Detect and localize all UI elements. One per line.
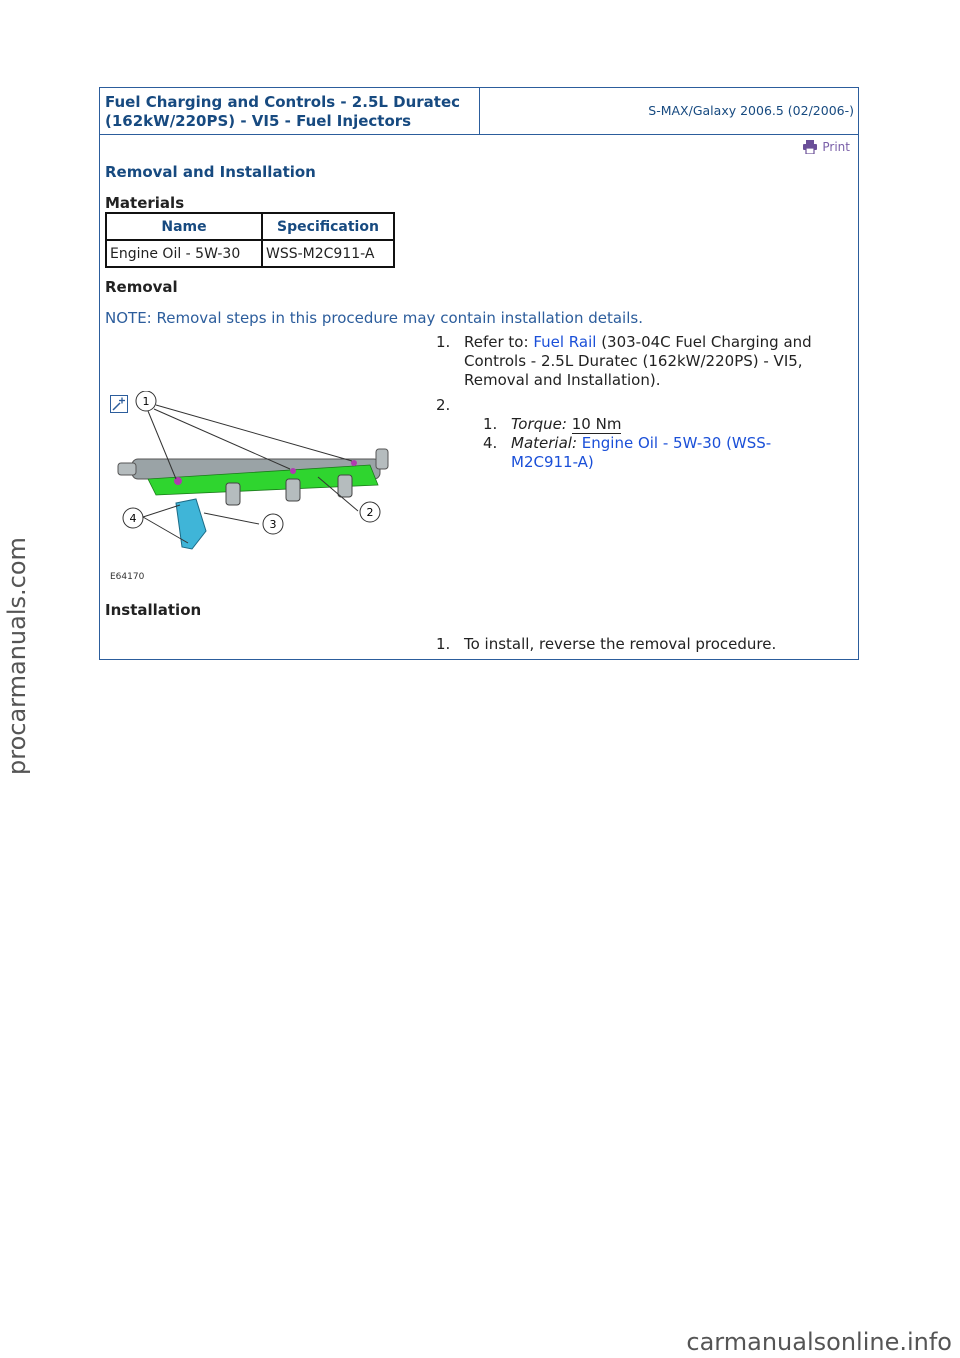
callout-3: 3 xyxy=(269,518,277,531)
engine-oil-link[interactable]: Engine Oil - 5W-30 (WSS-M2C911-A) xyxy=(511,434,772,471)
step-prefix: Refer to: xyxy=(464,333,534,351)
removal-note: NOTE: Removal steps in this procedure may contain installation details. xyxy=(105,309,643,327)
material-name-cell: Engine Oil - 5W-30 xyxy=(106,240,262,267)
fuel-rail-link[interactable]: Fuel Rail xyxy=(533,333,597,351)
print-label: Print xyxy=(822,140,850,154)
step-number: 1. xyxy=(436,333,451,351)
substep-text xyxy=(511,415,811,434)
materials-table xyxy=(105,212,395,268)
step-number: 2. xyxy=(436,396,451,414)
step-number: 1. xyxy=(436,635,451,653)
substep-number: 1. xyxy=(483,415,498,433)
document-header xyxy=(100,88,858,135)
materials-heading: Materials xyxy=(105,194,185,212)
callout-2: 2 xyxy=(366,506,374,519)
bottom-watermark: carmanualsonline.info xyxy=(686,1328,952,1356)
removal-heading: Removal xyxy=(105,278,178,296)
document-title xyxy=(105,93,477,131)
step-suffix: (303-04C Fuel Charging and Controls - 2.5L Duratec (162kW/220PS) - VI5, Removal and Installation). xyxy=(464,333,812,389)
step-text: To install, reverse the removal procedure. xyxy=(464,635,777,653)
column-header-name: Name xyxy=(106,213,262,240)
figure-code: E64170 xyxy=(110,572,145,582)
document-frame xyxy=(99,87,859,660)
torque-label: Torque: xyxy=(511,415,567,433)
substep-number: 4. xyxy=(483,434,498,452)
header-divider xyxy=(479,88,480,134)
model-label: S-MAX/Galaxy 2006.5 (02/2006-) xyxy=(648,103,854,118)
table-row xyxy=(106,240,394,267)
print-button[interactable] xyxy=(802,140,850,154)
printer-icon xyxy=(802,140,818,154)
side-watermark: procarmanuals.com xyxy=(3,537,31,775)
title-line-2: (162kW/220PS) - VI5 - Fuel Injectors xyxy=(105,112,412,130)
fuel-injector-figure xyxy=(108,391,408,591)
section-title: Removal and Installation xyxy=(105,163,316,181)
material-spec-cell: WSS-M2C911-A xyxy=(262,240,394,267)
installation-heading: Installation xyxy=(105,601,202,619)
callout-1: 1 xyxy=(142,395,150,408)
column-header-specification: Specification xyxy=(262,213,394,240)
title-line-1: Fuel Charging and Controls - 2.5L Duratec xyxy=(105,93,461,111)
step-text xyxy=(464,333,834,390)
material-label: Material: xyxy=(511,434,577,452)
substep-text xyxy=(511,434,801,472)
torque-value: 10 Nm xyxy=(571,415,622,433)
callout-4: 4 xyxy=(129,512,137,525)
table-header-row xyxy=(106,213,394,240)
